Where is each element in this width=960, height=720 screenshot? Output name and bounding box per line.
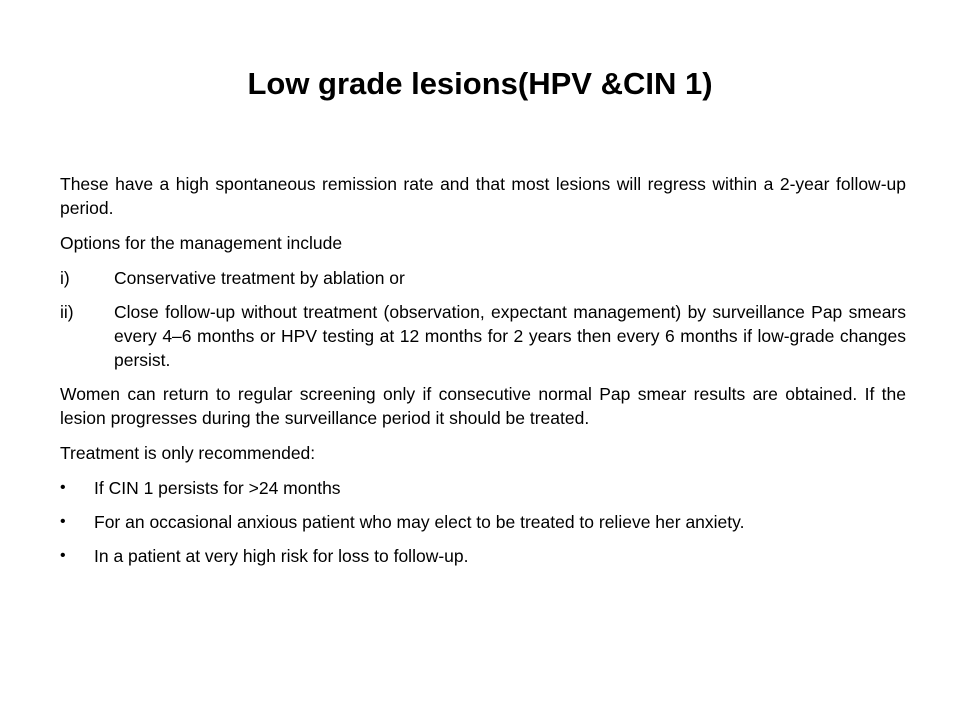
bullet-icon: • xyxy=(60,513,66,530)
bullet-icon: • xyxy=(60,479,66,496)
slide-title: Low grade lesions(HPV &CIN 1) xyxy=(247,66,713,101)
options-heading: Options for the management include xyxy=(60,233,343,253)
option-marker-1: i) xyxy=(60,268,70,288)
slide-body xyxy=(60,172,906,578)
bullet-item-1 xyxy=(60,476,906,500)
bullet-text-2: For an occasional anxious patient who may elect to be treated to relieve her anxiety. xyxy=(94,512,745,532)
bullet-item-2 xyxy=(60,510,906,534)
bullet-text-1: If CIN 1 persists for >24 months xyxy=(94,478,341,498)
bullet-item-3 xyxy=(60,544,906,568)
bullet-icon: • xyxy=(60,547,66,564)
option-item-2 xyxy=(60,300,906,372)
option-item-1 xyxy=(60,266,906,290)
option-marker-2: ii) xyxy=(60,302,74,322)
intro-paragraph: These have a high spontaneous remission rate and that most lesions will regress within a 2-year follow-up period. xyxy=(60,174,906,218)
bullet-text-3: In a patient at very high risk for loss to follow-up. xyxy=(94,546,469,566)
treatment-heading: Treatment is only recommended: xyxy=(60,443,316,463)
return-paragraph: Women can return to regular screening only if consecutive normal Pap smear results are obtained. If the lesion progresses during the surveillance period it should be treated. xyxy=(60,384,906,428)
option-text-2: Close follow-up without treatment (observation, expectant management) by surveillance Pap smears every 4–6 months or HPV testing at 12 months for 2 years then every 6 months if low-grade changes persist. xyxy=(114,302,906,370)
option-text-1: Conservative treatment by ablation or xyxy=(114,268,405,288)
